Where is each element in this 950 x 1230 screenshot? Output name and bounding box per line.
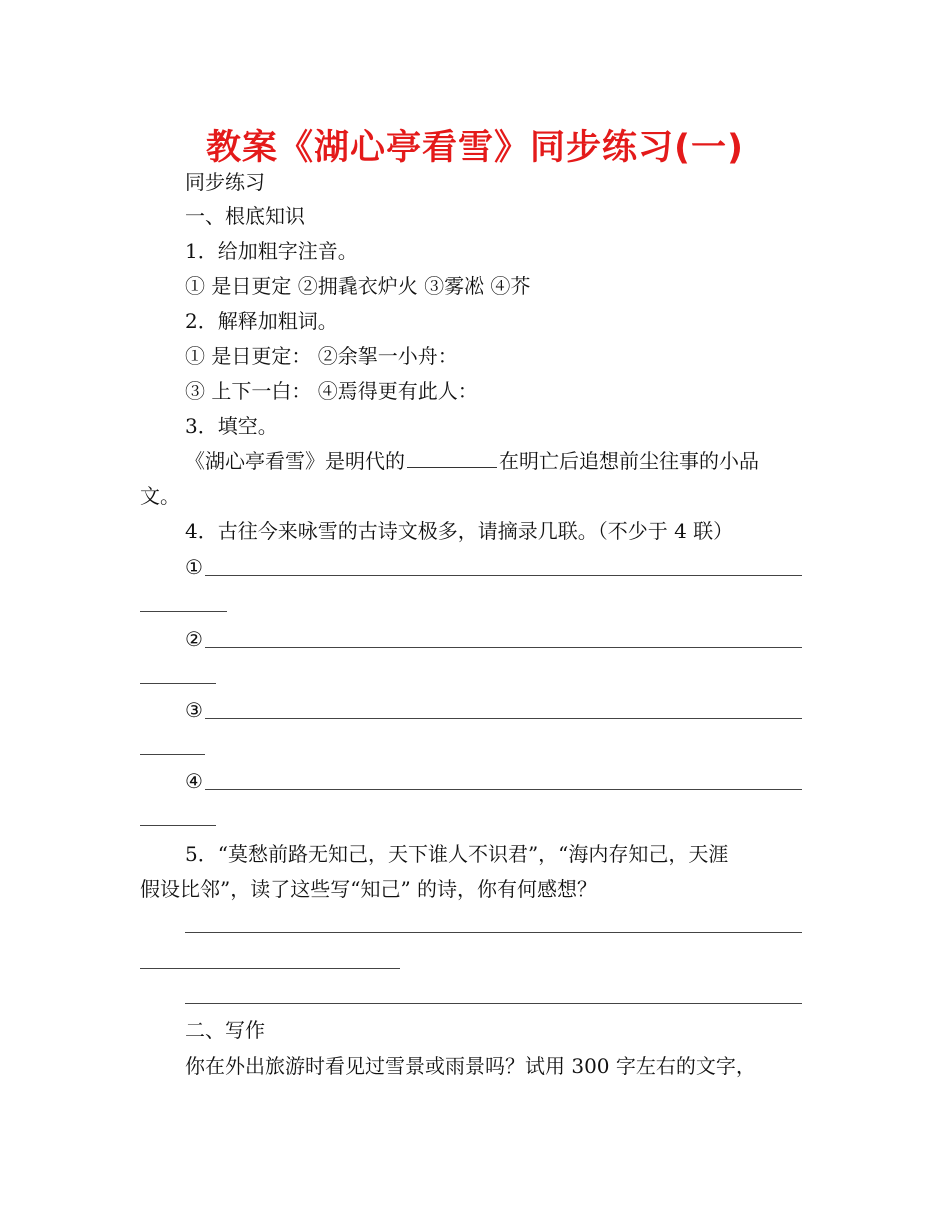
question-5-line-2: 假设比邻”，读了这些写“知己” 的诗，你有何感想？: [140, 877, 598, 901]
question-3-text-end: 文。: [140, 484, 180, 508]
exercise-heading: 同步练习: [185, 170, 265, 194]
question-3-fill-text: [185, 447, 759, 475]
answer-marker-4: ④: [185, 769, 203, 793]
question-1: 1．给加粗字注音。: [185, 239, 358, 263]
answer-line-5-continued[interactable]: [140, 968, 400, 969]
answer-line-2[interactable]: [205, 647, 802, 648]
answer-line-1-continued[interactable]: [140, 611, 227, 612]
question-5-line-1: 5．“莫愁前路无知己，天下谁人不识君”，“海内存知己，天涯: [185, 842, 729, 866]
question-3-text-after: 在明亡后追想前尘往事的小品: [499, 449, 759, 473]
question-2-row-1: ① 是日更定： ②余挐一小舟：: [185, 344, 458, 368]
section-basic-knowledge: 一、根底知识: [185, 204, 305, 228]
question-3-blank[interactable]: [407, 447, 497, 468]
answer-line-4[interactable]: [205, 789, 802, 790]
question-3-text-before: 《湖心亭看雪》是明代的: [185, 449, 405, 473]
writing-prompt: 你在外出旅游时看见过雪景或雨景吗？试用 300 字左右的文字，: [185, 1054, 756, 1078]
answer-line-5[interactable]: [185, 932, 802, 933]
answer-marker-1: ①: [185, 555, 203, 579]
answer-marker-2: ②: [185, 627, 203, 651]
answer-line-1[interactable]: [205, 575, 802, 576]
question-1-items: ① 是日更定 ②拥毳衣炉火 ③雾凇 ④芥: [185, 274, 531, 298]
answer-line-3-continued[interactable]: [140, 754, 205, 755]
answer-line-6[interactable]: [185, 1003, 802, 1004]
answer-line-3[interactable]: [205, 718, 802, 719]
section-writing: 二、写作: [185, 1018, 265, 1042]
question-2-row-2: ③ 上下一白： ④焉得更有此人：: [185, 379, 478, 403]
question-4: 4．古往今来咏雪的古诗文极多，请摘录几联。（不少于 4 联）: [185, 519, 734, 543]
answer-line-2-continued[interactable]: [140, 683, 216, 684]
document-title: 教案《湖心亭看雪》同步练习(一): [206, 128, 744, 168]
question-3: 3．填空。: [185, 414, 278, 438]
question-2: 2．解释加粗词。: [185, 309, 338, 333]
answer-line-4-continued[interactable]: [140, 825, 216, 826]
answer-marker-3: ③: [185, 698, 203, 722]
